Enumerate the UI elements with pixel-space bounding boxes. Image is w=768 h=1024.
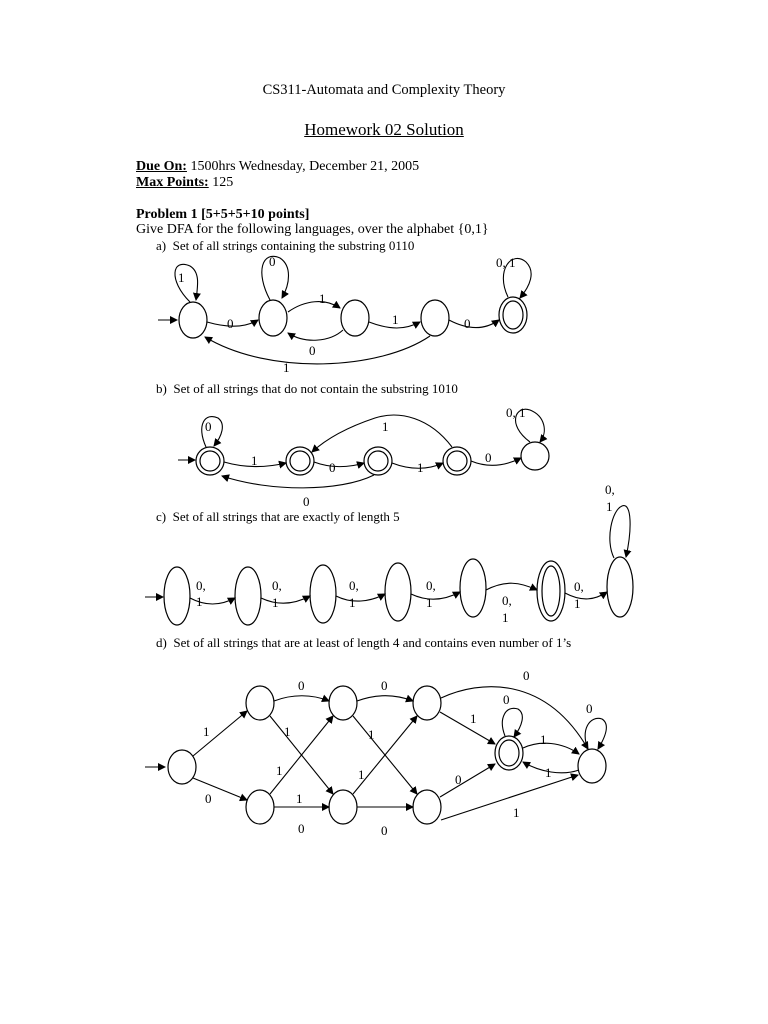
b-fwd-3-label: 0 [485,450,492,465]
d-state-top-1 [246,686,274,720]
d-state-odd [578,749,606,783]
d-edge-s-t1 [193,711,247,756]
d-l7: 1 [368,727,375,742]
c-e2-b: 1 [349,595,356,610]
c-state-2 [310,565,336,623]
d-edge-t3-acc [440,712,495,744]
a-state-4-inner [503,301,523,329]
a-edge-1-2 [288,302,340,312]
d-edge-t1-t2 [274,696,329,701]
d-l13: 1 [296,791,303,806]
c-loop-a: 0, [605,482,615,497]
c-e4-b: 1 [502,610,509,625]
a-loop-0-label: 1 [178,270,185,285]
b-loop-dead-label: 0, 1 [506,405,526,420]
c-state-4 [460,559,486,617]
c-edge-1-2 [261,596,310,603]
due-label: Due On: [136,159,187,174]
a-fwd-2-label: 1 [392,312,399,327]
d-l4: 0 [586,701,593,716]
b-fwd-1-label: 0 [329,460,336,475]
dfa-b [178,405,549,509]
c-state-5-inner [542,566,560,616]
b-edge-1-2 [314,462,364,467]
d-l5: 1 [203,724,210,739]
d-state-top-3 [413,686,441,720]
c-edge-2-3 [336,594,385,601]
a-fwd-0-label: 0 [227,316,234,331]
problem-intro: Give DFA for the following languages, over the alphabet {0,1} [136,222,489,237]
d-state-top-2 [329,686,357,720]
a-state-1 [259,300,287,336]
d-edge-b3-odd [441,775,578,820]
a-back-1-label: 1 [283,360,290,375]
d-edge-acc-odd [523,743,579,754]
b-loop-0-label: 0 [205,419,212,434]
a-back-0-label: 0 [309,343,316,358]
d-l9: 1 [358,767,365,782]
a-loop-4-label: 0, 1 [496,255,516,270]
c-edge-4-5 [486,583,537,590]
c-edge-3-4 [411,592,460,599]
a-state-2 [341,300,369,336]
a-state-3 [421,300,449,336]
d-l0: 0 [298,678,305,693]
c-state-0 [164,567,190,625]
b-fwd-2-label: 1 [417,460,424,475]
b-back-0-label: 1 [382,419,389,434]
part-a-label: a) [156,238,167,253]
d-l15: 0 [205,791,212,806]
c-loop-b: 1 [606,499,613,514]
d-edge-t2-t3 [357,696,413,701]
points-value: 125 [208,175,234,190]
d-l19: 0 [455,772,462,787]
b-edge-3-dead [471,458,521,465]
c-state-3 [385,563,411,621]
b-fwd-0-label: 1 [251,453,258,468]
c-e1-b: 1 [272,595,279,610]
points-label: Max Points: [136,175,209,190]
c-state-1 [235,567,261,625]
c-e5-a: 0, [574,579,584,594]
c-e2-a: 0, [349,578,359,593]
part-b-text: Set of all strings that do not contain the substring 1010 [173,381,458,396]
a-edge-3-4 [449,320,499,328]
a-edge-2-1 [288,330,343,340]
d-l3: 0 [503,692,510,707]
dfa-d [145,668,606,838]
part-d-text: Set of all strings that are at least of length 4 and contains even number of 1’s [173,635,572,650]
d-edge-b3-acc [440,764,495,797]
part-c-text: Set of all strings that are exactly of length 5 [172,509,400,524]
b-state-1-inner [290,451,310,471]
part-b-label: b) [156,381,167,396]
d-l10: 1 [470,711,477,726]
d-loop-odd [585,718,606,749]
d-state-bot-2 [329,790,357,824]
c-edge-5-dead [565,592,607,599]
c-e4-a: 0, [502,593,512,608]
b-state-dead [521,442,549,470]
dfa-c [145,482,633,625]
d-l6: 1 [284,724,291,739]
b-back-1-label: 0 [303,494,310,509]
d-l12: 1 [545,765,552,780]
d-loop-acc [502,708,522,737]
c-e0-a: 0, [196,578,206,593]
c-e3-a: 0, [426,578,436,593]
b-state-3-inner [447,451,467,471]
course-title: CS311-Automata and Complexity Theory [262,82,506,98]
c-state-dead [607,557,633,617]
d-state-bot-3 [413,790,441,824]
problem-heading: Problem 1 [5+5+5+10 points] [136,207,310,222]
page-title: Homework 02 Solution [304,120,464,139]
b-state-2-inner [368,451,388,471]
d-state-bot-1 [246,790,274,824]
a-state-0 [179,302,207,338]
d-l14: 1 [513,805,520,820]
part-a-text: Set of all strings containing the substring 0110 [172,238,415,253]
d-edge-s-b1 [193,778,247,800]
d-l17: 0 [298,821,305,836]
c-e0-b: 1 [196,594,203,609]
d-l2: 0 [523,668,530,683]
c-e5-b: 1 [574,596,581,611]
d-l8: 1 [276,763,283,778]
a-fwd-3-label: 0 [464,316,471,331]
d-l11: 1 [540,732,547,747]
d-l1: 0 [381,678,388,693]
part-d-label: d) [156,635,167,650]
dfa-a [158,254,531,375]
b-edge-2-0 [222,475,374,488]
a-fwd-1-label: 1 [319,291,326,306]
part-c-label: c) [156,509,167,524]
a-loop-1-label: 0 [269,254,276,269]
b-state-0-inner [200,451,220,471]
d-state-accept-inner [499,740,519,766]
c-loop-dead [610,506,630,558]
c-e3-b: 1 [426,595,433,610]
due-value: 1500hrs Wednesday, December 21, 2005 [186,159,420,174]
d-l18: 0 [381,823,388,838]
d-state-start [168,750,196,784]
c-e1-a: 0, [272,578,282,593]
